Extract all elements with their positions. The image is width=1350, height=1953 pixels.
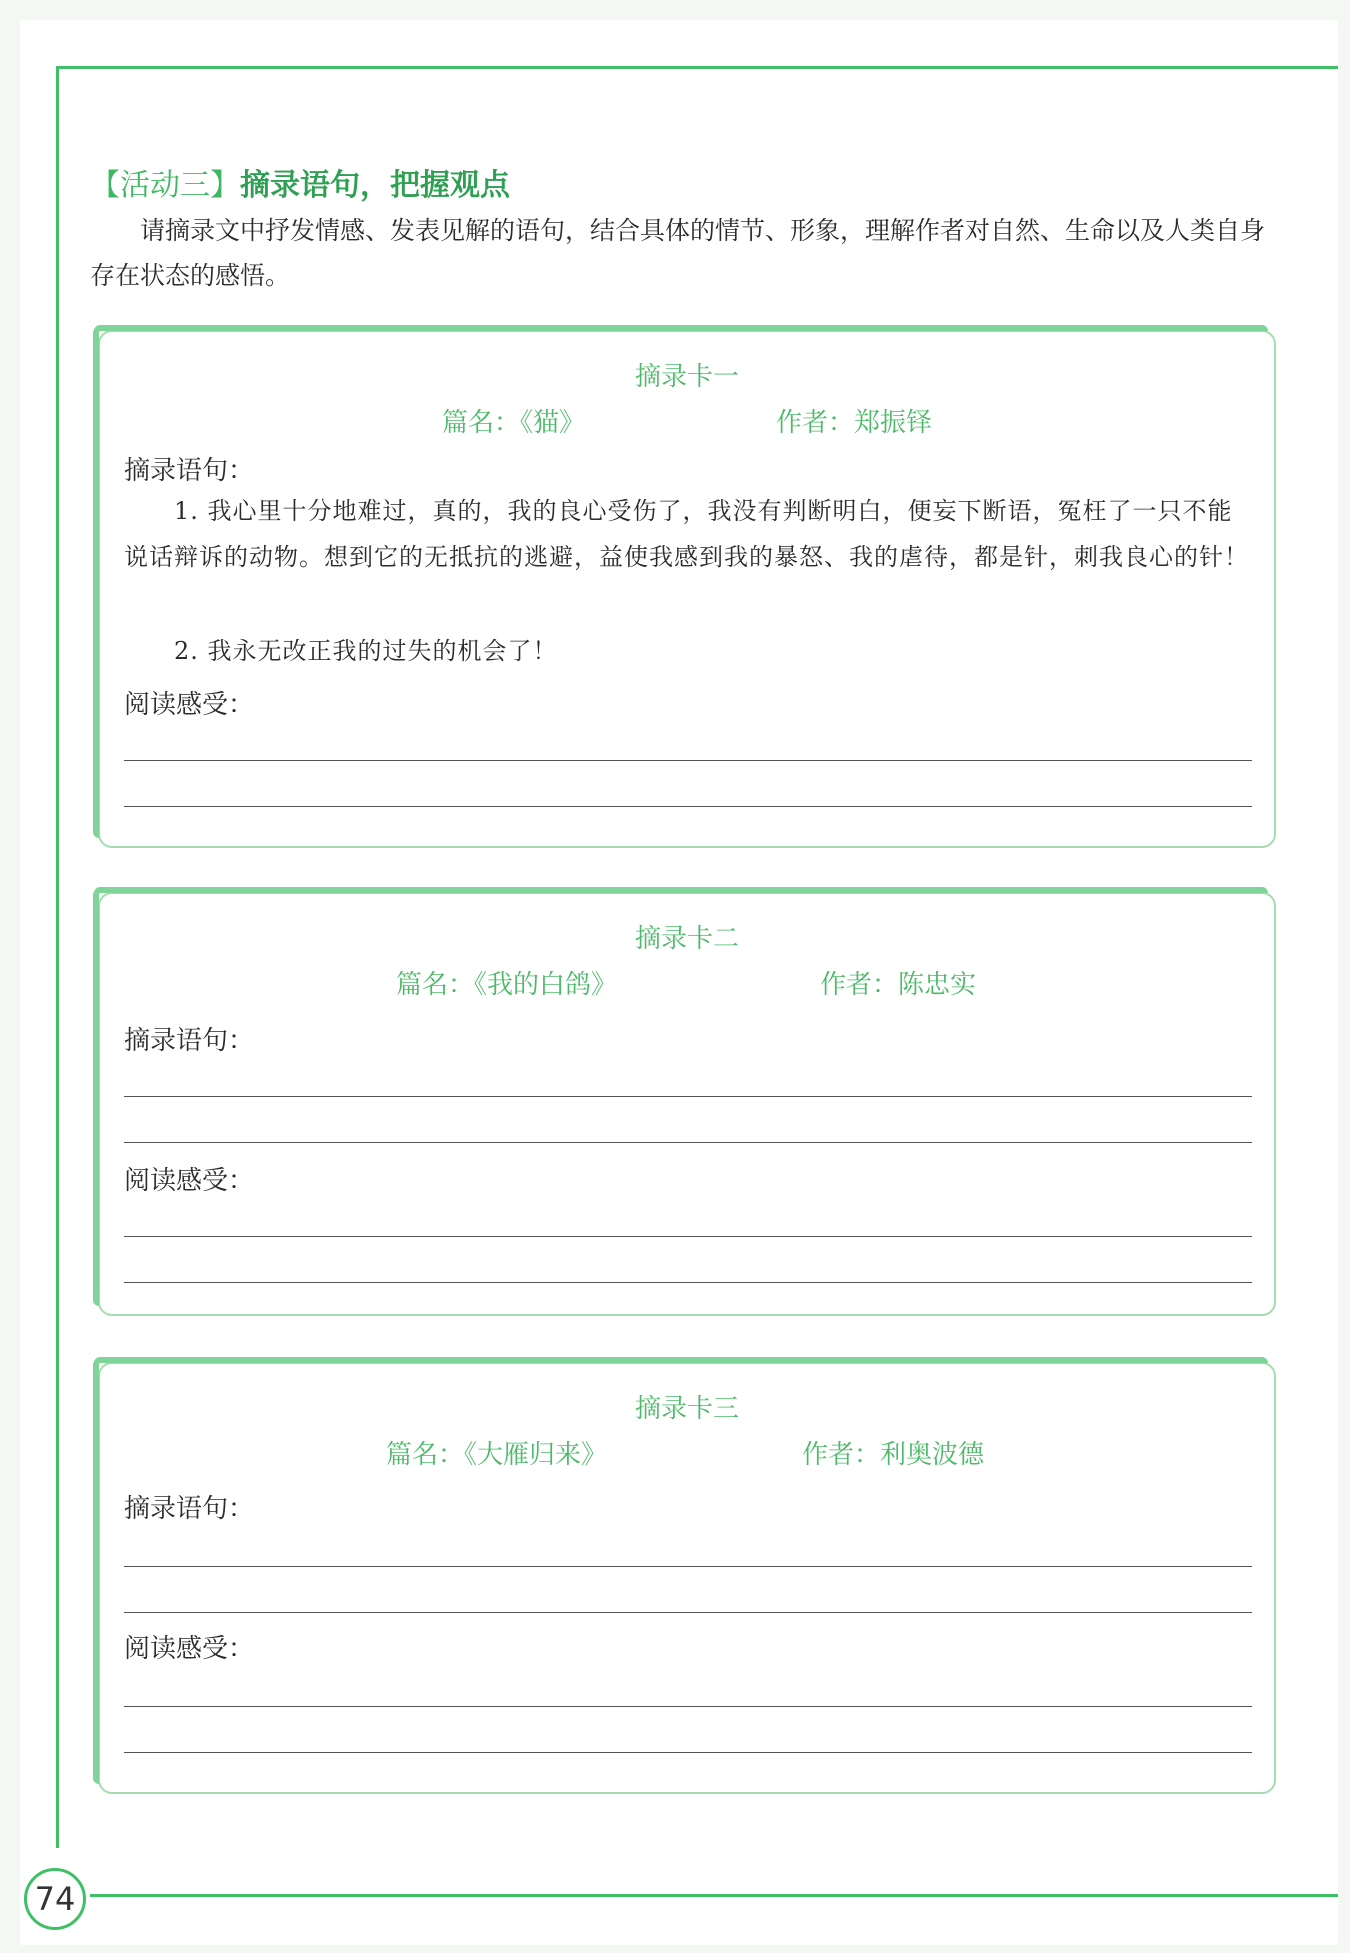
reading-label: 阅读感受： — [124, 1166, 255, 1196]
answer-line[interactable] — [124, 760, 1252, 761]
activity-title: 摘录语句，把握观点 — [240, 168, 510, 203]
activity-intro: 请摘录文中抒发情感、发表见解的语句，结合具体的情节、形象，理解作者对自然、生命以及人类自身存在状态的感悟。 — [90, 216, 1266, 290]
excerpt-card-1 — [98, 330, 1276, 848]
card-author: 作者：陈忠实 — [820, 970, 977, 1000]
answer-line[interactable] — [124, 1612, 1252, 1613]
answer-line[interactable] — [124, 1236, 1252, 1237]
card-title: 摘录卡二 — [634, 924, 739, 954]
answer-line[interactable] — [124, 1096, 1252, 1097]
card-title: 摘录卡三 — [634, 1394, 739, 1424]
excerpt-label: 摘录语句： — [124, 456, 255, 486]
activity-label: 活动三 — [120, 168, 210, 203]
page-frame-top — [56, 66, 1338, 69]
excerpt-card-3 — [98, 1362, 1276, 1794]
card-author: 作者：郑振铎 — [776, 408, 933, 438]
excerpt-quote-1: 1. 我心里十分地难过，真的，我的良心受伤了，我没有判断明白，便妄下断语，冤枉了一只不能说话辩诉的动物。想到它的无抵抗的逃避，益使我感到我的暴怒、我的虐待，都是针，刺我良心的针！ — [124, 497, 1249, 571]
card-title: 摘录卡一 — [634, 362, 739, 392]
excerpt-card-2 — [98, 892, 1276, 1316]
reading-label: 阅读感受： — [124, 690, 255, 720]
card-article: 篇名：《大雁归来》 — [386, 1440, 608, 1470]
activity-heading — [90, 160, 510, 204]
page-frame-bottom — [90, 1894, 1338, 1897]
answer-line[interactable] — [124, 1706, 1252, 1707]
card-article: 篇名：《猫》 — [442, 408, 586, 438]
excerpt-label: 摘录语句： — [124, 1026, 255, 1056]
answer-line[interactable] — [124, 806, 1252, 807]
page-number: 74 — [24, 1868, 86, 1930]
reading-label: 阅读感受： — [124, 1634, 255, 1664]
excerpt-label: 摘录语句： — [124, 1494, 255, 1524]
answer-line[interactable] — [124, 1282, 1252, 1283]
heading-bracket-open: 【 — [90, 168, 120, 203]
card-article: 篇名：《我的白鸽》 — [396, 970, 618, 1000]
answer-line[interactable] — [124, 1566, 1252, 1567]
page-frame-left — [56, 66, 59, 1848]
card-author: 作者：利奥波德 — [802, 1440, 985, 1470]
answer-line[interactable] — [124, 1752, 1252, 1753]
heading-bracket-close: 】 — [210, 168, 240, 203]
excerpt-quote-2: 2. 我永无改正我的过失的机会了！ — [174, 637, 558, 665]
answer-line[interactable] — [124, 1142, 1252, 1143]
